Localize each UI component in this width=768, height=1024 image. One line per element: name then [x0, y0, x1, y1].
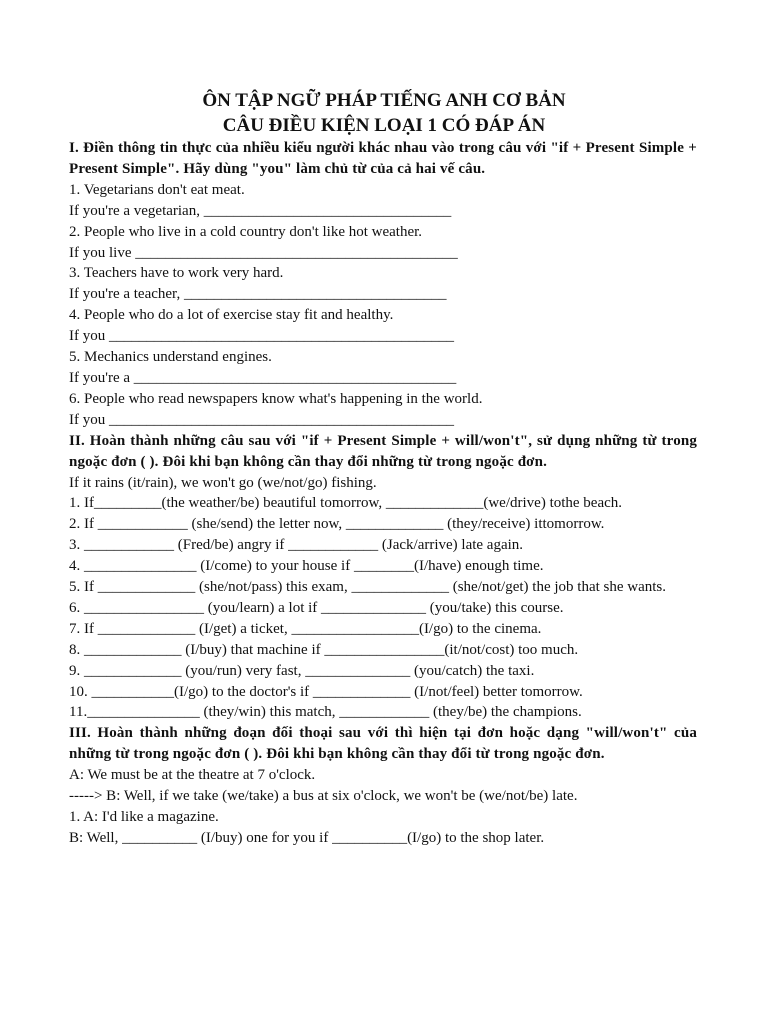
- section-3-heading: III. Hoàn thành những đoạn đối thoại sau với thì hiện tại đơn hoặc dạng "will/won't" của những từ trong ngoặc đơn ( ). Đôi khi bạn không cần thay đổi từ trong ngoặc đơn.: [69, 725, 697, 763]
- section-2-item: 2. If ____________ (she/send) the letter now, _____________ (they/receive) ittomorrow.: [69, 516, 605, 533]
- title-line-2: CÂU ĐIỀU KIỆN LOẠI 1 CÓ ĐÁP ÁN: [222, 115, 546, 136]
- section-2-example: If it rains (it/rain), we won't go (we/not/go) fishing.: [69, 474, 377, 491]
- title-line-1: ÔN TẬP NGỮ PHÁP TIẾNG ANH CƠ BẢN: [202, 90, 566, 111]
- section-2-heading: II. Hoàn thành những câu sau với "if + Present Simple + will/won't", sử dụng những từ trong ngoặc đơn ( ). Đôi khi bạn không cần thay đổi những từ trong ngoặc đơn.: [69, 432, 697, 470]
- section-3-line: -----> B: Well, if we take (we/take) a bus at six o'clock, we won't be (we/not/be) late.: [69, 788, 578, 805]
- section-1-answer-line: If you live ___________________________________________: [69, 244, 458, 261]
- section-3-line: B: Well, __________ (I/buy) one for you if __________(I/go) to the shop later.: [69, 829, 545, 846]
- section-1-answer-line: If you ______________________________________________: [69, 328, 454, 345]
- section-2-item: 7. If _____________ (I/get) a ticket, _________________(I/go) to the cinema.: [69, 620, 542, 637]
- section-1-line: 1. Vegetarians don't eat meat.: [69, 181, 245, 198]
- section-1-line: 5. Mechanics understand engines.: [69, 349, 272, 366]
- section-2-item: 9. _____________ (you/run) very fast, ______________ (you/catch) the taxi.: [69, 662, 535, 679]
- section-2-item: 6. ________________ (you/learn) a lot if ______________ (you/take) this course.: [69, 599, 564, 616]
- section-2-item: 1. If_________(the weather/be) beautiful tomorrow, _____________(we/drive) tothe beach.: [69, 495, 623, 512]
- section-2-item: 4. _______________ (I/come) to your house if ________(I/have) enough time.: [69, 558, 544, 575]
- section-1-line: 6. People who read newspapers know what's happening in the world.: [69, 390, 483, 407]
- section-2-item: 8. _____________ (I/buy) that machine if ________________(it/not/cost) too much.: [69, 641, 579, 658]
- section-1-answer-line: If you're a vegetarian, _________________________________: [69, 202, 452, 219]
- section-1-answer-line: If you're a ___________________________________________: [69, 369, 457, 386]
- section-2-item: 11._______________ (they/win) this match, ____________ (they/be) the champions.: [69, 704, 582, 721]
- section-3-line: 1. A: I'd like a magazine.: [69, 809, 219, 825]
- section-1-heading: I. Điền thông tin thực của nhiều kiểu người khác nhau vào trong câu với "if + Present Simple + Present Simple". Hãy dùng "you" làm chủ từ của cả hai vế câu.: [69, 140, 697, 177]
- section-2-item: 3. ____________ (Fred/be) angry if ____________ (Jack/arrive) late again.: [69, 537, 524, 554]
- section-1-line: 4. People who do a lot of exercise stay fit and healthy.: [69, 307, 394, 324]
- section-1-answer-line: If you ______________________________________________: [69, 411, 454, 428]
- section-2-item: 10. ___________(I/go) to the doctor's if _____________ (I/not/feel) better tomorrow.: [69, 683, 583, 700]
- section-1-answer-line: If you're a teacher, ___________________________________: [69, 286, 447, 303]
- section-1-line: 3. Teachers have to work very hard.: [69, 265, 284, 282]
- section-1-line: 2. People who live in a cold country don't like hot weather.: [69, 223, 423, 240]
- section-3-line: A: We must be at the theatre at 7 o'clock.: [69, 767, 316, 784]
- section-2-item: 5. If _____________ (she/not/pass) this exam, _____________ (she/not/get) the job that she wants.: [69, 579, 667, 596]
- worksheet-content: [69, 138, 697, 849]
